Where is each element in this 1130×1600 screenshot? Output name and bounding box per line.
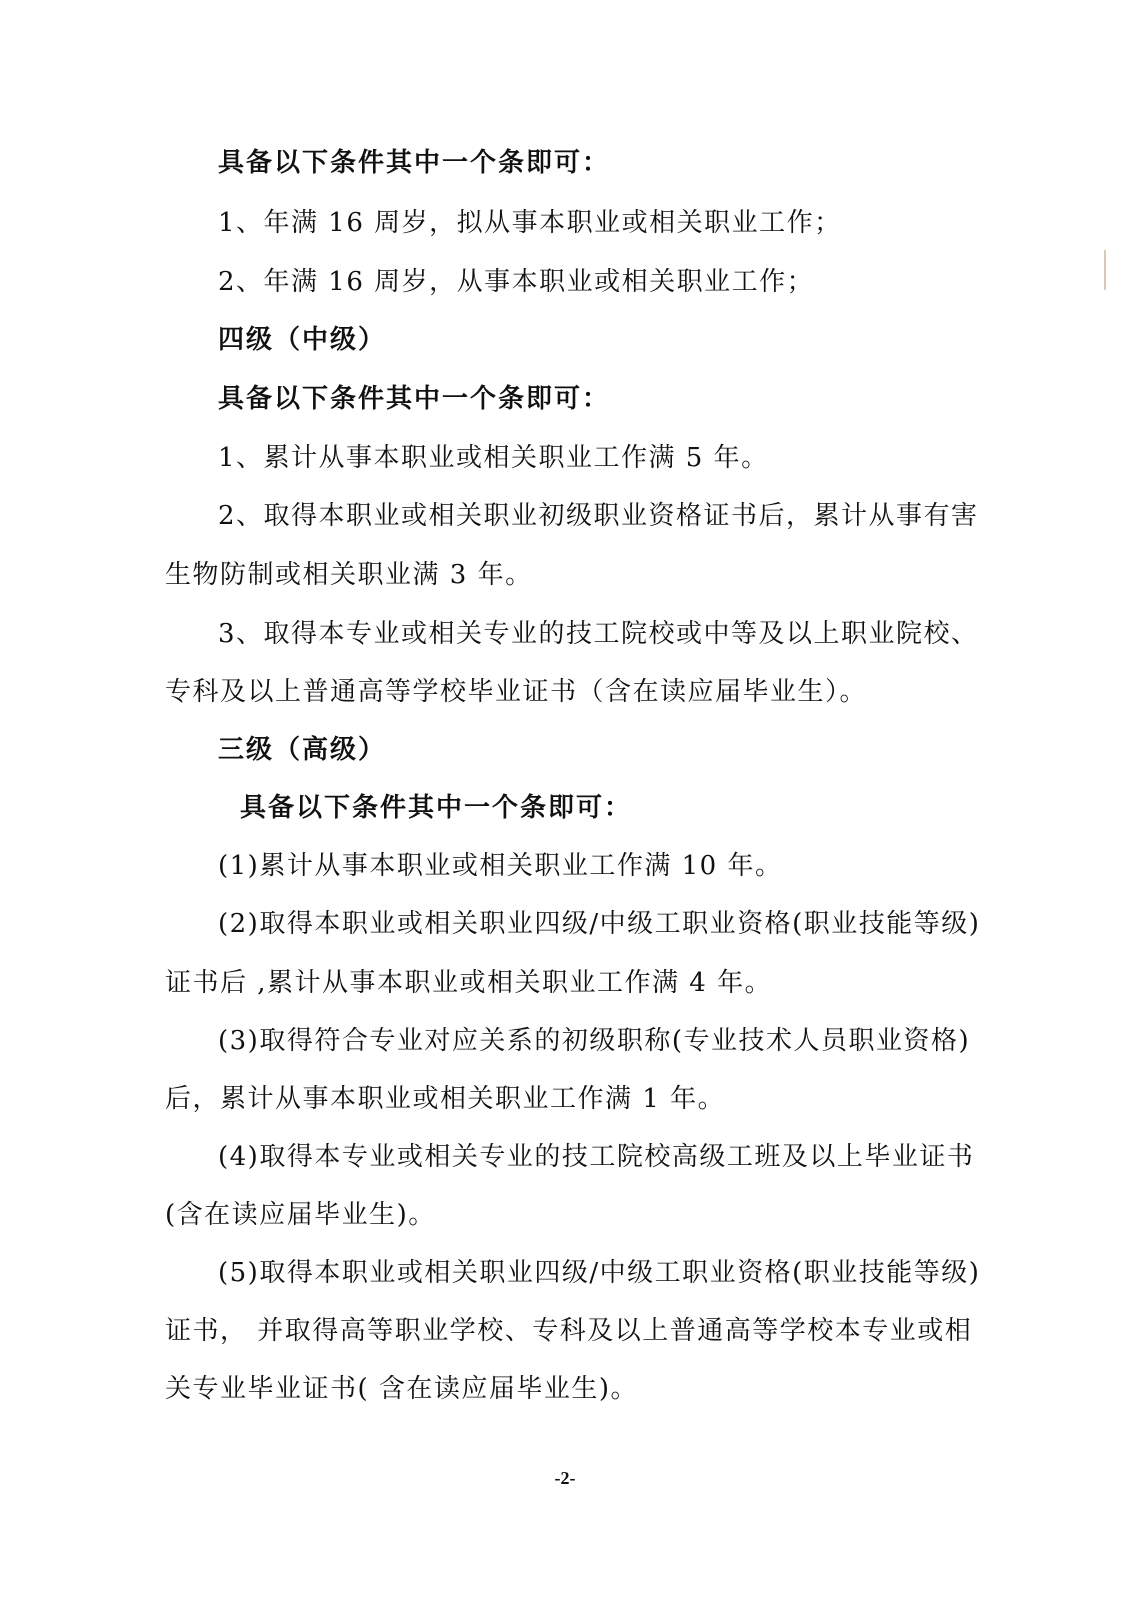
paragraph-line: (3)取得符合专业对应关系的初级职称(专业技术人员职业资格) (218, 1026, 971, 1056)
paragraph-line: 2、年满 16 周岁，从事本职业或相关职业工作； (218, 267, 815, 297)
paragraph-line: (2)取得本职业或相关职业四级/中级工职业资格(职业技能等级) (218, 909, 981, 939)
paragraph-line: (1)累计从事本职业或相关职业工作满 10 年。 (218, 851, 783, 881)
scan-edge-mark (1104, 250, 1106, 290)
paragraph-line: 1、年满 16 周岁，拟从事本职业或相关职业工作； (218, 208, 842, 238)
paragraph-line: 证书， 并取得高等职业学校、专科及以上普通高等学校本专业或相 (165, 1316, 973, 1346)
paragraph-line: 生物防制或相关职业满 3 年。 (165, 560, 533, 590)
paragraph-line: 3、取得本专业或相关专业的技工院校或中等及以上职业院校、 (218, 619, 979, 649)
condition-heading: 具备以下条件其中一个条即可： (218, 148, 611, 178)
paragraph-line: 后，累计从事本职业或相关职业工作满 1 年。 (165, 1084, 726, 1114)
page-number: -2- (554, 1468, 576, 1488)
paragraph-line: (含在读应届毕业生)。 (165, 1200, 436, 1230)
paragraph-line: 专科及以上普通高等学校毕业证书（含在读应届毕业生）。 (165, 677, 868, 707)
paragraph-line: (4)取得本专业或相关专业的技工院校高级工班及以上毕业证书 (218, 1142, 975, 1172)
paragraph-line: (5)取得本职业或相关职业四级/中级工职业资格(职业技能等级) (218, 1258, 981, 1288)
section-heading-level-4: 四级（中级） (218, 325, 387, 355)
paragraph-line: 1、累计从事本职业或相关职业工作满 5 年。 (218, 443, 769, 473)
condition-heading: 具备以下条件其中一个条即可： (240, 793, 633, 823)
section-heading-level-3: 三级（高级） (218, 735, 387, 765)
paragraph-line: 2、取得本职业或相关职业初级职业资格证书后，累计从事有害 (218, 501, 979, 531)
paragraph-line: 证书后 ,累计从事本职业或相关职业工作满 4 年。 (165, 968, 773, 998)
paragraph-line: 关专业毕业证书( 含在读应届毕业生)。 (165, 1374, 639, 1404)
condition-heading: 具备以下条件其中一个条即可： (218, 384, 611, 414)
